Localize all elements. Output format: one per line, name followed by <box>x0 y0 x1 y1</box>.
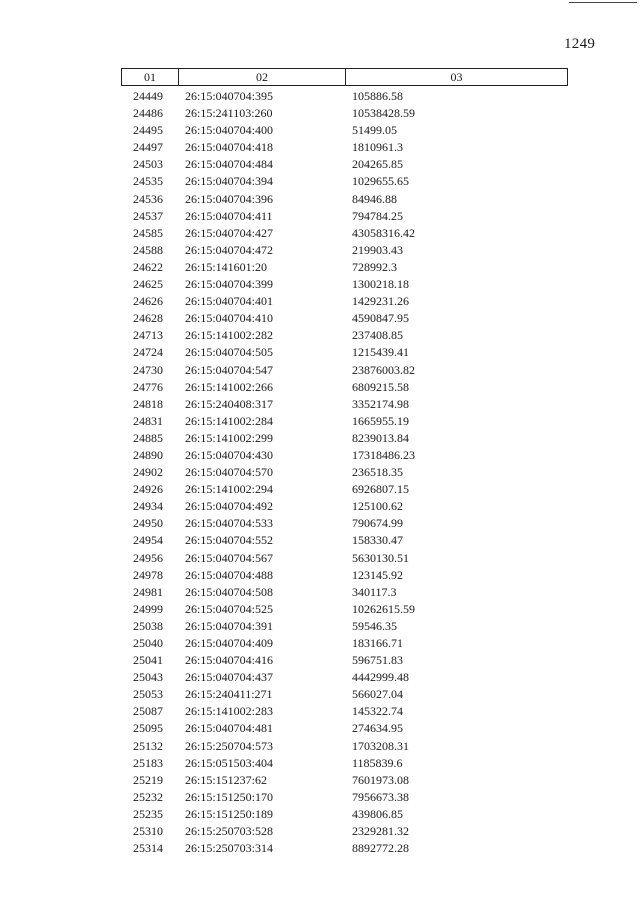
row-id-cell: 25235 <box>133 806 163 821</box>
row-id-cell: 24885 <box>133 430 163 445</box>
cadastral-number-cell: 26:15:250703:528 <box>185 824 274 839</box>
table-row <box>121 738 568 755</box>
table-row <box>121 225 568 242</box>
table-row <box>121 191 568 208</box>
row-id-cell: 25043 <box>133 670 163 685</box>
value-cell: 145322.74 <box>352 704 403 719</box>
value-cell: 340117.3 <box>352 584 397 599</box>
cadastral-number-cell: 26:15:040704:395 <box>185 89 274 103</box>
table-row <box>121 532 568 549</box>
value-cell: 219903.43 <box>352 242 403 257</box>
cadastral-number-cell: 26:15:040704:508 <box>185 584 274 599</box>
row-id-cell: 24449 <box>133 89 163 103</box>
value-cell: 7601973.08 <box>352 772 409 787</box>
cadastral-number-cell: 26:15:040704:567 <box>185 550 274 565</box>
row-id-cell: 24950 <box>133 516 163 531</box>
cadastral-number-cell: 26:15:040704:430 <box>185 447 274 462</box>
value-cell: 204265.85 <box>352 157 403 172</box>
table-row <box>121 823 568 840</box>
cadastral-number-cell: 26:15:040704:411 <box>185 208 273 223</box>
cadastral-number-cell: 26:15:040704:409 <box>185 636 274 650</box>
cadastral-number-cell: 26:15:040704:401 <box>185 294 274 309</box>
table-row <box>121 430 568 447</box>
row-id-cell: 25040 <box>133 636 163 650</box>
row-id-cell: 24588 <box>133 242 163 257</box>
cadastral-number-cell: 26:15:040704:492 <box>185 499 274 514</box>
cadastral-number-cell: 26:15:151250:170 <box>185 789 274 804</box>
value-cell: 7956673.38 <box>352 789 409 804</box>
value-cell: 158330.47 <box>352 533 403 548</box>
table-row <box>121 686 568 703</box>
page-number: 1249 <box>564 36 596 52</box>
value-cell: 1665955.19 <box>352 413 409 428</box>
table-row <box>121 396 568 413</box>
table-row <box>121 481 568 498</box>
row-id-cell: 24934 <box>133 499 163 514</box>
cadastral-number-cell: 26:15:051503:404 <box>185 755 274 770</box>
value-cell: 1300218.18 <box>352 277 409 292</box>
value-cell: 17318486.23 <box>352 447 415 462</box>
value-cell: 728992.3 <box>352 259 397 274</box>
cadastral-number-cell: 26:15:141002:283 <box>185 704 274 719</box>
value-cell: 10262615.59 <box>352 601 415 616</box>
row-id-cell: 24626 <box>133 294 163 309</box>
table-row <box>121 464 568 481</box>
table-row <box>121 567 568 584</box>
row-id-cell: 24585 <box>133 225 163 240</box>
value-cell: 236518.35 <box>352 465 403 480</box>
table-row <box>121 720 568 737</box>
cadastral-number-cell: 26:15:040704:472 <box>185 242 274 257</box>
row-id-cell: 24713 <box>133 328 163 343</box>
table-row <box>121 156 568 173</box>
row-id-cell: 25095 <box>133 721 163 736</box>
table-row <box>121 208 568 225</box>
row-id-cell: 25053 <box>133 687 163 702</box>
table-row <box>121 550 568 567</box>
row-id-cell: 25087 <box>133 704 163 719</box>
value-cell: 4590847.95 <box>352 311 409 326</box>
cadastral-number-cell: 26:15:141002:294 <box>185 482 274 497</box>
column-header-01: 01 <box>122 69 179 85</box>
table-row <box>121 652 568 669</box>
table-row <box>121 806 568 823</box>
cadastral-number-cell: 26:15:040704:552 <box>185 533 274 548</box>
table-row <box>121 447 568 464</box>
table-body <box>121 88 568 857</box>
table-row <box>121 840 568 857</box>
row-id-cell: 24537 <box>133 208 163 223</box>
value-cell: 23876003.82 <box>352 362 415 377</box>
cadastral-number-cell: 26:15:040704:525 <box>185 601 274 616</box>
table-row <box>121 413 568 430</box>
value-cell: 8239013.84 <box>352 430 409 445</box>
cadastral-number-cell: 26:15:040704:533 <box>185 516 274 531</box>
table-row <box>121 669 568 686</box>
table-row <box>121 635 568 652</box>
cadastral-number-cell: 26:15:040704:437 <box>185 670 274 685</box>
row-id-cell: 24831 <box>133 413 163 428</box>
value-cell: 566027.04 <box>352 687 403 702</box>
table-row <box>121 242 568 259</box>
row-id-cell: 25183 <box>133 755 163 770</box>
table-row <box>121 259 568 276</box>
value-cell: 237408.85 <box>352 328 403 343</box>
table-row <box>121 789 568 806</box>
row-id-cell: 24978 <box>133 567 163 582</box>
row-id-cell: 24902 <box>133 465 163 480</box>
table-row <box>121 515 568 532</box>
cadastral-number-cell: 26:15:141601:20 <box>185 259 268 274</box>
cadastral-number-cell: 26:15:040704:396 <box>185 191 274 206</box>
row-id-cell: 24981 <box>133 584 163 599</box>
row-id-cell: 25132 <box>133 738 163 753</box>
cadastral-number-cell: 26:15:040704:394 <box>185 174 274 189</box>
table-row <box>121 88 568 105</box>
cadastral-number-cell: 26:15:040704:547 <box>185 362 274 377</box>
top-rule <box>569 2 637 3</box>
cadastral-number-cell: 26:15:040704:399 <box>185 277 274 292</box>
row-id-cell: 24818 <box>133 396 163 411</box>
value-cell: 51499.05 <box>352 123 397 138</box>
value-cell: 6926807.15 <box>352 482 409 497</box>
value-cell: 1703208.31 <box>352 738 409 753</box>
value-cell: 596751.83 <box>352 653 403 668</box>
cadastral-number-cell: 26:15:141002:299 <box>185 430 274 445</box>
row-id-cell: 24497 <box>133 140 163 155</box>
cadastral-number-cell: 26:15:250703:314 <box>185 841 274 856</box>
cadastral-number-cell: 26:15:240411:271 <box>185 687 273 702</box>
cadastral-number-cell: 26:15:141002:284 <box>185 413 274 428</box>
row-id-cell: 24776 <box>133 379 163 394</box>
cadastral-number-cell: 26:15:241103:260 <box>185 106 273 121</box>
cadastral-number-cell: 26:15:250704:573 <box>185 738 274 753</box>
value-cell: 43058316.42 <box>352 225 415 240</box>
cadastral-number-cell: 26:15:040704:416 <box>185 653 274 668</box>
value-cell: 10538428.59 <box>352 106 415 121</box>
value-cell: 1810961.3 <box>352 140 403 155</box>
row-id-cell: 24926 <box>133 482 163 497</box>
row-id-cell: 24503 <box>133 157 163 172</box>
value-cell: 123145.92 <box>352 567 403 582</box>
row-id-cell: 25041 <box>133 653 163 668</box>
data-table <box>121 68 568 857</box>
row-id-cell: 24486 <box>133 106 163 121</box>
value-cell: 84946.88 <box>352 191 397 206</box>
cadastral-number-cell: 26:15:040704:484 <box>185 157 274 172</box>
cadastral-number-cell: 26:15:040704:570 <box>185 465 274 480</box>
row-id-cell: 25310 <box>133 824 163 839</box>
table-row <box>121 310 568 327</box>
value-cell: 6809215.58 <box>352 379 409 394</box>
value-cell: 1215439.41 <box>352 345 409 360</box>
value-cell: 794784.25 <box>352 208 403 223</box>
row-id-cell: 24956 <box>133 550 163 565</box>
row-id-cell: 24495 <box>133 123 163 138</box>
table-row <box>121 601 568 618</box>
cadastral-number-cell: 26:15:040704:427 <box>185 225 274 240</box>
table-row <box>121 362 568 379</box>
table-row <box>121 618 568 635</box>
row-id-cell: 24535 <box>133 174 163 189</box>
row-id-cell: 24622 <box>133 259 163 274</box>
row-id-cell: 24730 <box>133 362 163 377</box>
row-id-cell: 24724 <box>133 345 163 360</box>
table-row <box>121 703 568 720</box>
table-row <box>121 379 568 396</box>
cadastral-number-cell: 26:15:040704:418 <box>185 140 274 155</box>
row-id-cell: 24628 <box>133 311 163 326</box>
row-id-cell: 25232 <box>133 789 163 804</box>
table-row <box>121 139 568 156</box>
table-row <box>121 327 568 344</box>
cadastral-number-cell: 26:15:141002:266 <box>185 379 274 394</box>
value-cell: 8892772.28 <box>352 841 409 856</box>
table-row <box>121 293 568 310</box>
cadastral-number-cell: 26:15:040704:410 <box>185 311 274 326</box>
cadastral-number-cell: 26:15:040704:505 <box>185 345 274 360</box>
cadastral-number-cell: 26:15:040704:391 <box>185 618 274 633</box>
cadastral-number-cell: 26:15:040704:488 <box>185 567 274 582</box>
table-row <box>121 344 568 361</box>
table-row <box>121 173 568 190</box>
value-cell: 3352174.98 <box>352 396 409 411</box>
value-cell: 1429231.26 <box>352 294 409 309</box>
value-cell: 125100.62 <box>352 499 403 514</box>
column-header-03: 03 <box>450 69 463 84</box>
table-row <box>121 498 568 515</box>
value-cell: 1029655.65 <box>352 174 409 189</box>
row-id-cell: 25314 <box>133 841 163 856</box>
row-id-cell: 24954 <box>133 533 163 548</box>
value-cell: 1185839.6 <box>352 755 403 770</box>
column-header-02: 02 <box>179 69 346 85</box>
value-cell: 274634.95 <box>352 721 403 736</box>
row-id-cell: 24536 <box>133 191 163 206</box>
row-id-cell: 25219 <box>133 772 163 787</box>
table-row <box>121 276 568 293</box>
value-cell: 4442999.48 <box>352 670 409 685</box>
table-row <box>121 755 568 772</box>
cadastral-number-cell: 26:15:151237:62 <box>185 772 268 787</box>
value-cell: 183166.71 <box>352 636 403 650</box>
value-cell: 439806.85 <box>352 806 403 821</box>
row-id-cell: 25038 <box>133 618 163 633</box>
row-id-cell: 24625 <box>133 277 163 292</box>
table-row <box>121 122 568 139</box>
cadastral-number-cell: 26:15:240408:317 <box>185 396 274 411</box>
table-row <box>121 105 568 122</box>
row-id-cell: 24890 <box>133 447 163 462</box>
value-cell: 2329281.32 <box>352 824 409 839</box>
cadastral-number-cell: 26:15:040704:481 <box>185 721 274 736</box>
table-header <box>121 68 568 86</box>
cadastral-number-cell: 26:15:141002:282 <box>185 328 274 343</box>
value-cell: 5630130.51 <box>352 550 409 565</box>
value-cell: 790674.99 <box>352 516 403 531</box>
cadastral-number-cell: 26:15:151250:189 <box>185 806 274 821</box>
value-cell: 59546.35 <box>352 618 397 633</box>
table-row <box>121 772 568 789</box>
table-row <box>121 584 568 601</box>
cadastral-number-cell: 26:15:040704:400 <box>185 123 274 138</box>
value-cell: 105886.58 <box>352 89 403 103</box>
row-id-cell: 24999 <box>133 601 163 616</box>
